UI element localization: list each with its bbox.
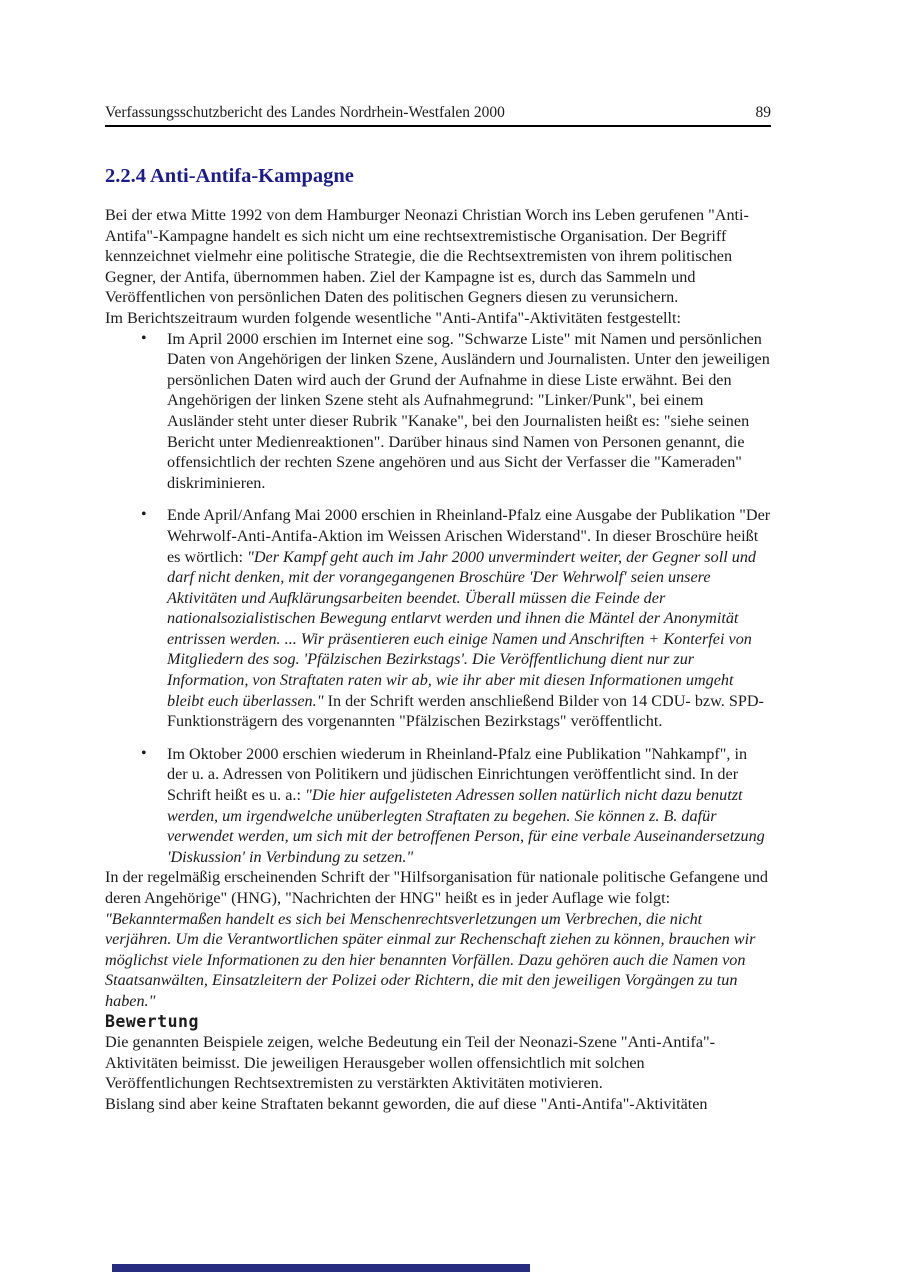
bullet-item-2: [105, 505, 771, 732]
bullet-icon: •: [141, 744, 147, 762]
running-header: [105, 104, 771, 127]
bullet-2-lead: Ende April/Anfang Mai 2000 erschien in Rheinland-Pfalz eine Ausgabe der Publikation "Der Wehrwolf-Anti-Antifa-Aktion im Weissen Arischen Widerstand". In dieser Broschüre heißt es wörtlich:: [167, 506, 771, 566]
bullet-icon: •: [141, 329, 147, 347]
bullet-3-quote: "Die hier aufgelisteten Adressen sollen natürlich nicht dazu benutzt werden, um irgendwelche unüberlegten Straftaten zu begehen. Sie können z. B. dafür verwendet werden, um sich mit der betroffenen Person, für eine verbale Auseinandersetzung 'Diskussion' in Verbindung zu setzen.": [167, 786, 765, 866]
bullet-item-1: [105, 329, 771, 494]
running-header-title: Verfassungsschutzbericht des Landes Nordrhein-Westfalen 2000: [105, 104, 505, 121]
hng-lead: In der regelmäßig erscheinenden Schrift der "Hilfsorganisation für nationale politische Gefangene und deren Angehörige" (HNG), "Nachrichten der HNG" heißt es in jeder Auflage wie folgt:: [105, 868, 769, 907]
hng-quote: "Bekanntermaßen handelt es sich bei Menschenrechtsverletzungen um Verbrechen, die nicht verjähren. Um die Verantwortlichen später einmal zur Rechenschaft ziehen zu können, brauchen wir möglichst viele Informationen zu den hier benannten Vorfällen. Dazu gehören auch die Namen von Staatsanwälten, Einsatzleitern der Polizei oder Richtern, die mit den jeweiligen Vorgängen zu tun haben.": [105, 909, 756, 1010]
bewertung-heading: Bewertung: [105, 1011, 199, 1031]
paragraph-bewertung-2: Bislang sind aber keine Straftaten bekannt geworden, die auf diese "Anti-Antifa"-Aktivitäten: [105, 1094, 708, 1113]
list-lead-in: Im Berichtszeitraum wurden folgende wesentliche "Anti-Antifa"-Aktivitäten festgestellt:: [105, 308, 681, 327]
bullet-item-3: [105, 744, 771, 868]
bullet-list: [105, 329, 771, 868]
bullet-icon: •: [141, 506, 147, 524]
bullet-3-lead: Im Oktober 2000 erschien wiederum in Rheinland-Pfalz eine Publikation "Nahkampf", in der u. a. Adressen von Politikern und jüdischen Einrichtungen veröffentlicht sind. In der Schrift heißt es u. a.:: [167, 744, 748, 805]
bullet-1-text: Im April 2000 erschien im Internet eine sog. "Schwarze Liste" mit Namen und persönlichen Daten von Angehörigen der linken Szene, Ausländern und Journalisten. Unter den jeweiligen persönlichen Daten wird auch der Grund der Aufnahme in diese Liste erwähnt. Bei den Angehörigen der linken Szene steht als Aufnahmegrund: "Linker/Punk", bei einem Ausländer steht unter dieser Rubrik "Kanake", bei den Journalisten heißt es: "siehe seinen Bericht unter Medienreaktionen". Darüber hinaus sind Namen von Personen genannt, die offensichtlich der rechten Szene angehören und aus Sicht der Verfasser die "Kameraden" diskriminieren.: [167, 329, 770, 492]
paragraph-intro: Bei der etwa Mitte 1992 von dem Hamburger Neonazi Christian Worch ins Leben gerufenen "Anti-Antifa"-Kampagne handelt es sich nicht um eine rechtsextremistische Organisation. Der Begriff kennzeichnet vielmehr eine politische Strategie, die die Rechtsextremisten von ihrem politischen Gegner, der Antifa, übernommen haben. Ziel der Kampagne ist es, durch das Sammeln und Veröffentlichen von persönlichen Daten des politischen Gegners diesen zu verunsichern.: [105, 206, 749, 307]
paragraph-bewertung-1: Die genannten Beispiele zeigen, welche Bedeutung ein Teil der Neonazi-Szene "Anti-Antifa"-Aktivitäten beimisst. Die jeweiligen Herausgeber wollen offensichtlich mit solchen Veröffentlichungen Rechtsextremisten zu verstärkten Aktivitäten motivieren.: [105, 1033, 716, 1093]
body-text: [105, 205, 771, 1115]
section-heading: 2.2.4 Anti-Antifa-Kampagne: [105, 165, 354, 187]
page-number: 89: [755, 104, 771, 121]
bullet-2-quote: "Der Kampf geht auch im Jahr 2000 unvermindert weiter, der Gegner soll und darf nicht denken, mit der vorangegangenen Broschüre 'Der Wehrwolf' seien unsere Aktivitäten und Aufklärungsarbeiten beendet. Überall müssen die Feinde der nationalsozialistischen Bewegung entlarvt werden und ihnen die Mäntel der Anonymität entrissen werden. ... Wir präsentieren euch einige Namen und Anschriften + Konterfei von Mitgliedern des sog. 'Pfälzischen Bezirkstags'. Die Veröffentlichung dient nur zur Information, von Straftaten raten wir ab, wie ihr aber mit diesen Informationen umgeht bleibt euch überlassen.": [167, 547, 757, 710]
bottom-highlight-bar: [112, 1264, 530, 1272]
paragraph-hng: [105, 867, 771, 1011]
bullet-2-tail: In der Schrift werden anschließend Bilder von 14 CDU- bzw. SPD-Funktionsträgern des vorgenannten "Pfälzischen Bezirkstags" veröffentlicht.: [167, 691, 764, 731]
page-content: [105, 104, 771, 1115]
